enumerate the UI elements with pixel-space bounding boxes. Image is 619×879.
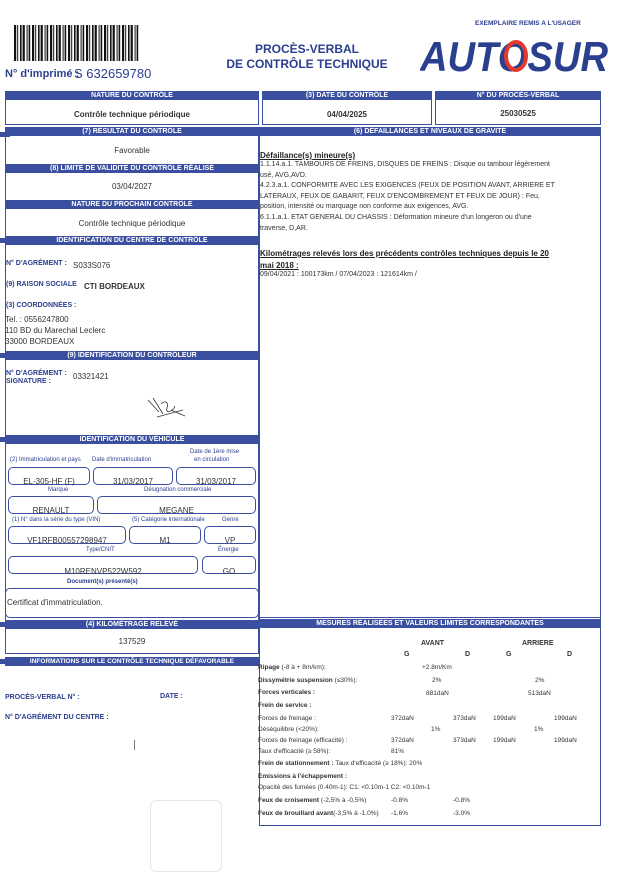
barcode-graphic [14,25,142,61]
crois-d: -0.8% [453,797,470,804]
km-header: (4) KILOMÉTRAGE RELEVÉ [5,620,259,629]
marque-value: RENAULT [32,506,70,515]
deseq-ar: 1% [534,726,544,733]
ffe-av-g: 372daN [391,737,414,744]
result-header: (7) RÉSULTAT DU CONTRÔLE [5,127,259,136]
date-first-value: 31/03/2017 [195,477,237,486]
genre-value: VP [224,536,236,545]
brouil-limit: (-3,5% à -1.0%) [333,810,379,817]
taux-label: Taux d'efficacité (≥ 58%): [258,748,331,755]
autosur-logo [420,33,610,77]
cat-value: M1 [159,536,171,545]
dissym-name: Dissymétrie suspension [258,677,333,684]
deseq-av: 1% [431,726,441,733]
copy-label: EXEMPLAIRE REMIS A L'USAGER [475,20,581,27]
controller-header: (9) IDENTIFICATION DU CONTRÔLEUR [5,351,259,360]
av-g-label: G [404,651,410,658]
brouil-d: -3.0% [453,810,470,817]
stat-value: Taux d'efficacité (≥ 18%): 20% [335,760,423,767]
coord-line-1: Tel. : 0556247800 [5,315,69,324]
validity-header: (8) LIMITE DE VALIDITÉ DU CONTRÔLE RÉALISÉ [5,164,259,173]
corner-mark-4 [0,437,10,442]
stat-label [258,760,422,767]
logo-graphic [420,33,610,77]
arriere-label: ARRIERE [522,640,554,647]
forces-label: Forces verticales : [258,689,316,696]
corner-mark-6 [0,659,10,664]
measures-panel [259,618,601,826]
brouil-label [258,810,379,817]
marque-label: Marque [48,487,69,493]
ff-av-g: 372daN [391,715,414,722]
frein-service-label: Frein de service : [258,702,312,709]
signature-label: SIGNATURE : [6,378,51,385]
print-number-value: S 632659780 [74,66,152,81]
ff-av-d: 373daN [453,715,476,722]
designation-value: MEGANE [159,506,194,515]
barcode [14,25,142,61]
next-header: NATURE DU PROCHAIN CONTRÔLE [5,200,259,209]
svg-text:AUTOSUR: AUTOSUR [420,33,609,77]
forces-freinage-label: Forces de freinage : [258,715,316,722]
ffe-ar-g: 199daN [493,737,516,744]
immat-value: EL-305-HF (F) [23,477,75,486]
agrement-value: S033S076 [73,261,111,270]
docs-value: Certificat d'immatriculation. [7,598,103,607]
validity-value: 03/04/2027 [111,182,153,191]
minor-title: Défaillance(s) mineure(s) [260,151,356,160]
measures-header: MESURES RÉALISÉES ET VALEURS LIMITES CORRESPONDANTES [259,619,601,628]
raison-value: CTI BORDEAUX [84,282,145,291]
km-history-title-2: mai 2018 : [260,261,299,270]
nature-header: NATURE DU CONTRÔLE [5,91,259,100]
ar-d-label: D [567,651,573,658]
agrement-label: N° D'AGRÉMENT : [6,260,67,267]
result-value: Favorable [114,146,150,155]
pv-date-label: DATE : [160,693,183,700]
ffe-label: Forces de freinage (efficacité) : [258,737,348,744]
pv-value: 25030525 [500,109,536,118]
ctrl-agrement-label: N° D'AGRÉMENT : [6,370,67,377]
dissym-ar: 2% [535,677,545,684]
ar-g-label: G [506,651,512,658]
km-value: 137529 [118,637,146,646]
defect-line: position, intensité ou marquage non conforme aux exigences, AVG. [260,203,469,211]
genre-label: Genre [222,517,239,523]
av-d-label: D [465,651,471,658]
corner-mark-5 [0,622,10,627]
defects-header: (6) DÉFAILLANCES ET NIVEAUX DE GRAVITÉ [259,127,601,136]
vin-value: VF1RFB00557298947 [27,536,107,545]
stat-name: Frein de stationnement : [258,760,334,767]
immat-label: (2) Immatriculation et pays [10,457,81,463]
coord-line-2: 110 BD du Marechal Leclerc [5,326,106,335]
avant-label: AVANT [421,640,445,647]
info-header: INFORMATIONS SUR LE CONTRÔLE TECHNIQUE DÉFAVORABLE [5,657,259,666]
ffe-av-d: 373daN [453,737,476,744]
ctrl-agrement-value: 03321421 [73,372,109,381]
print-number-label: N° d'imprimé : [5,68,80,80]
defect-list [260,160,555,234]
stub-mark [134,740,135,750]
ripage-value: +2.8m/Km [422,664,452,671]
km-history-title-1: Kilométrages relevés lors des précédents contrôles techniques depuis le 20 [260,249,549,258]
next-value: Contrôle technique périodique [78,219,186,228]
defect-line: 4.2.3.a.1. CONFORMITE AVEC LES EXIGENCES (FEUX DE POSITION AVANT, ARRIERE ET [260,182,555,190]
date-immat-value: 31/03/2017 [112,477,154,486]
ff-ar-g: 199daN [493,715,516,722]
type-label: Type/CNIT [86,547,115,553]
date-header: (3) DATE DU CONTRÔLE [262,91,432,100]
center-agr-label: N° D'AGRÉMENT DU CENTRE : [5,714,109,721]
defect-line: 1.1.14.a.1. TAMBOURS DE FREINS, DISQUES DE FREINS : Disque ou tambour légèrement [260,161,550,168]
vin-label: (1) N° dans la série du type (VIN) [12,517,101,523]
date-value: 04/04/2025 [326,110,368,119]
center-header: IDENTIFICATION DU CENTRE DE CONTRÔLE [5,236,259,245]
energie-value: GO [222,567,236,576]
nature-value: Contrôle technique périodique [73,110,190,119]
crois-limit: (-2,5% à -0,5%) [320,797,367,804]
type-value: M10RENVP522W592 [64,567,142,576]
km-history-value: 09/04/2021 : 100173km / 07/04/2023 : 121614km / [260,271,417,278]
corner-mark-2 [0,238,10,243]
defect-line: 6.1.1.a.1. ETAT GENERAL DU CHASSIS : Déformation mineure d'un longeron ou d'une [260,213,532,221]
forces-ar: 513daN [528,690,551,697]
date-first-label-1: Date de 1ère mise [190,449,240,455]
signature-graphic [145,392,190,420]
energie-label: Énergie [218,547,239,553]
crois-label [258,797,366,804]
date-first-label-2: en circulation [194,457,230,463]
dissym-av: 2% [432,677,442,684]
docs-label: Document(s) présenté(s) [67,579,138,585]
deseq-label: Déséquilibre (<20%): [258,726,319,733]
forces-av: 881daN [426,690,449,697]
pv-header: N° DU PROCÈS-VERBAL [435,91,601,100]
crois-g: -0.8% [391,797,408,804]
defect-line: LATERAUX, FEUX DE GABARIT, FEUX D'ENCOMBREMENT ET FEUX DE JOUR) : Feu, [260,192,540,200]
coord-line-3: 33000 BORDEAUX [5,337,75,346]
cat-label: (5) Catégorie internationale [132,517,205,523]
raison-label: (9) RAISON SOCIALE [6,281,77,288]
crois-name: Feux de croisement [258,797,320,804]
signature-image [145,392,190,420]
pv-no-label: PROCÈS-VERBAL N° : [5,694,80,701]
brouil-g: -1.6% [391,810,408,817]
defect-line: traverse, D,AR. [260,224,308,232]
ripage-limit: (-8 à + 8m/km): [281,664,326,671]
ripage-name: Ripage [258,664,280,671]
ripage-label [258,664,326,671]
emis-value: Opacité des fumées (0.40m-1): C1: <0.10m-1 C2: <0.10m-1 [258,784,431,791]
ff-ar-d: 199daN [554,715,577,722]
title-line-1: PROCÈS-VERBAL [254,42,359,56]
designation-label: Désignation commerciale [144,487,212,493]
corner-mark-3 [0,353,10,358]
emis-label: Emissions à l'échappement : [258,773,347,780]
taux-value: 81% [391,748,405,755]
defect-line: usé, AVG,AVD. [260,171,307,179]
dissym-label [258,677,357,684]
dissym-limit: (≤30%): [334,677,358,684]
ffe-ar-d: 199daN [554,737,577,744]
brouil-name: Feux de brouillard avant [258,810,334,817]
date-immat-label: Date d'immatriculation [92,457,152,463]
vehicle-header: IDENTIFICATION DU VÉHICULE [5,435,259,444]
coord-label: (3) COORDONNÉES : [6,302,77,309]
title-line-2: DE CONTRÔLE TECHNIQUE [226,57,388,71]
stamp-area [150,800,222,872]
